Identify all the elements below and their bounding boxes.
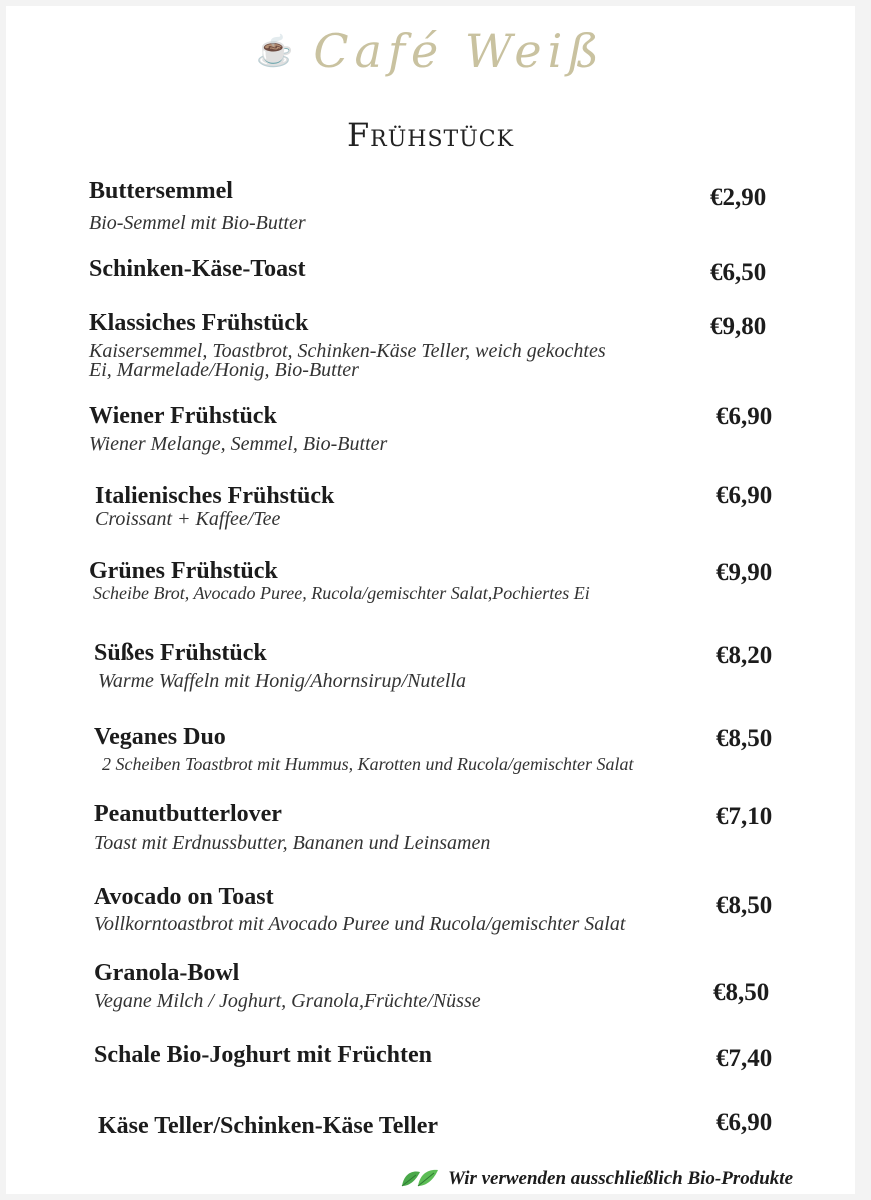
item-price: €9,90 bbox=[716, 559, 773, 586]
item-name: Granola-Bowl bbox=[94, 960, 240, 986]
item-price: €7,10 bbox=[716, 803, 773, 830]
item-description-line2: Ei, Marmelade/Honig, Bio-Butter bbox=[89, 359, 359, 381]
item-description: Vollkorntoastbrot mit Avocado Puree und Rucola/gemischter Salat bbox=[94, 913, 626, 935]
item-price: €7,40 bbox=[716, 1045, 773, 1072]
item-name: Schinken-Käse-Toast bbox=[89, 256, 306, 282]
menu-page bbox=[6, 6, 855, 1194]
item-price: €6,90 bbox=[716, 482, 773, 509]
item-price: €6,90 bbox=[716, 1109, 773, 1136]
item-name: Grünes Frühstück bbox=[89, 558, 278, 584]
item-name: Veganes Duo bbox=[94, 724, 226, 750]
item-name: Schale Bio-Joghurt mit Früchten bbox=[94, 1042, 432, 1068]
item-name: Käse Teller/Schinken-Käse Teller bbox=[98, 1113, 439, 1139]
item-description: Croissant + Kaffee/Tee bbox=[95, 508, 281, 530]
item-description: Wiener Melange, Semmel, Bio-Butter bbox=[89, 433, 388, 455]
item-price: €2,90 bbox=[710, 184, 767, 211]
item-description: Vegane Milch / Joghurt, Granola,Früchte/Nüsse bbox=[94, 990, 481, 1012]
item-price: €6,50 bbox=[710, 259, 767, 286]
item-price: €8,50 bbox=[716, 892, 773, 919]
item-name: Peanutbutterlover bbox=[94, 801, 282, 827]
bio-note-text: Wir verwenden ausschließlich Bio-Produkte bbox=[448, 1168, 794, 1189]
item-price: €8,50 bbox=[713, 979, 770, 1006]
item-name: Wiener Frühstück bbox=[89, 403, 277, 429]
logo-text: Café Weiß bbox=[313, 24, 606, 78]
item-description: Bio-Semmel mit Bio-Butter bbox=[89, 212, 306, 234]
item-description: Scheibe Brot, Avocado Puree, Rucola/gemischter Salat,Pochiertes Ei bbox=[93, 583, 590, 603]
item-price: €8,50 bbox=[716, 725, 773, 752]
item-name: Klassiches Frühstück bbox=[89, 310, 309, 336]
item-description: 2 Scheiben Toastbrot mit Hummus, Karotten und Rucola/gemischter Salat bbox=[102, 754, 634, 774]
section-title: Frühstück bbox=[346, 116, 515, 154]
item-name: Buttersemmel bbox=[89, 178, 233, 204]
item-price: €6,90 bbox=[716, 403, 773, 430]
bio-note bbox=[398, 1166, 793, 1190]
leaf-icon bbox=[398, 1166, 440, 1190]
cafe-logo bbox=[6, 24, 855, 78]
item-name: Avocado on Toast bbox=[94, 884, 274, 910]
item-price: €9,80 bbox=[710, 313, 767, 340]
item-description: Toast mit Erdnussbutter, Bananen und Leinsamen bbox=[94, 832, 491, 854]
item-price: €8,20 bbox=[716, 642, 773, 669]
item-description: Warme Waffeln mit Honig/Ahornsirup/Nutella bbox=[98, 670, 466, 692]
item-name: Italienisches Frühstück bbox=[95, 483, 335, 509]
item-description: Kaisersemmel, Toastbrot, Schinken-Käse Teller, weich gekochtes bbox=[89, 340, 606, 362]
coffee-cup-icon: ☕ bbox=[255, 34, 300, 69]
item-name: Süßes Frühstück bbox=[94, 640, 267, 666]
